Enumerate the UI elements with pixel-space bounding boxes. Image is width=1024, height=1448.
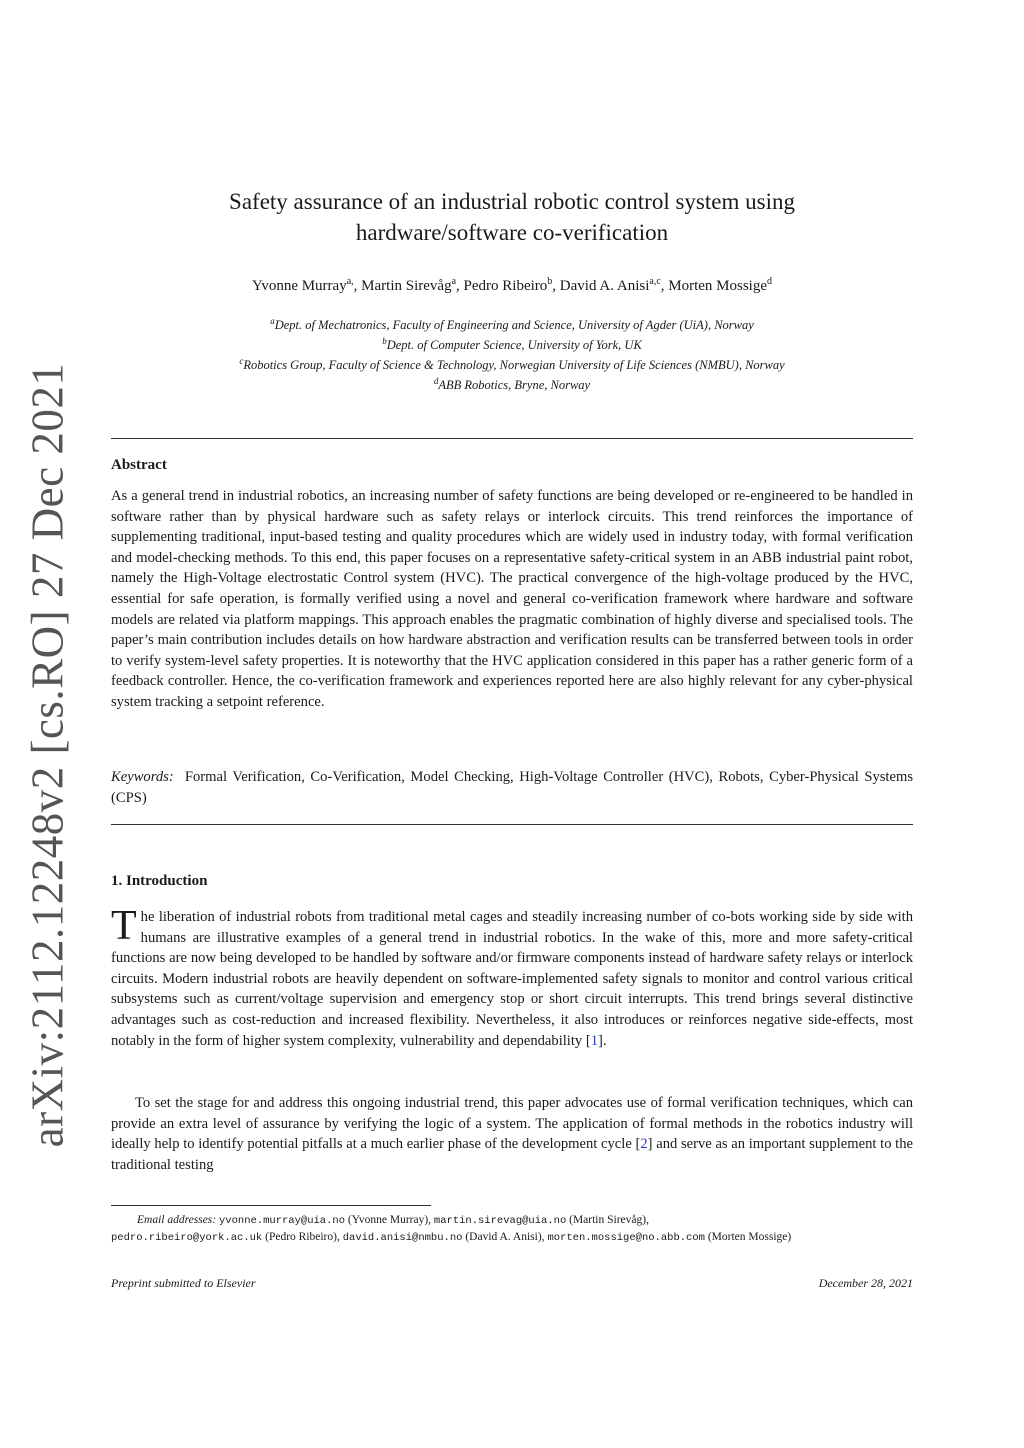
email-link[interactable]: david.anisi@nmbu.no (342, 1232, 463, 1244)
affiliation: $^b$Dept. of Computer Science, University of York, UK (382, 336, 642, 353)
author-list (111, 276, 913, 295)
preprint-date: December 28, 2021 (818, 1276, 913, 1290)
keywords (111, 767, 913, 808)
abstract-heading: Abstract (111, 457, 167, 473)
author: Morten Mossige$^d$ (668, 276, 773, 294)
affiliation-list (111, 313, 913, 394)
footnote-rule (111, 1205, 431, 1206)
abstract-body: As a general trend in industrial robotics, an increasing number of safety functions are being developed or re-engineered to be handled in software rather than by physical hardware such as safety relays or interlock circuits. This trend reinforces the importance of supplementing traditional, input-based testing and quality procedures which are widely used in industry today, with formal verification and model-checking methods. To this end, this paper focuses on a representative safety-critical system in an ABB industrial paint robot, namely the High-Voltage electrostatic Control system (HVC). The practical convergence of the high-voltage produced by the HVC, essential for safe operation, is formally verified using a novel and general co-verification framework where hardware and software models are related via platform mappings. This approach enables the pragmatic combination of highly diverse and specialised tools. The paper’s main contribution includes details on how hardware abstraction and verification results can be transferred between tools in order to verify system-level safety properties. It is noteworthy that the HVC application considered in this paper has a rather generic form of a feedback controller. Hence, the co-verification framework and experiences reported here are also highly relevant for any cyber-physical system tracking a setpoint reference. (111, 488, 913, 710)
drop-cap: T (111, 903, 137, 949)
intro-paragraph-2: To set the stage for and address this ongoing industrial trend, this paper advocates use of formal verification techniques, which can provide an extra level of assurance by verifying the logic of a system. The application of formal methods in the robotics industry will ideally help to identify potential pitfalls at a much earlier phase of the development cycle [2] and serve as an important supplement to the traditional testing (111, 1095, 914, 1173)
arxiv-identifier-stamp (19, 362, 75, 1148)
email-link[interactable]: pedro.ribeiro@york.ac.uk (111, 1232, 263, 1244)
author: Martin Sirevåg$^a$, (361, 276, 464, 294)
citation-link[interactable]: 2 (640, 1136, 648, 1153)
abstract-top-rule (111, 438, 913, 439)
affiliation: $^a$Dept. of Mechatronics, Faculty of Engineering and Science, University of Agder (UiA), Norway (270, 316, 754, 333)
citation-link[interactable]: 1 (590, 1032, 599, 1049)
paper-title (111, 186, 913, 248)
preprint-venue: Preprint submitted to Elsevier (111, 1276, 256, 1290)
title-line-2: hardware/software co-verification (355, 220, 669, 245)
keywords-label: Keywords: (111, 769, 174, 785)
email-link[interactable]: martin.sirevag@uia.no (433, 1215, 567, 1227)
author: David A. Anisi$^{a,c}$, (559, 276, 669, 294)
email-link[interactable]: yvonne.murray@uia.no (218, 1215, 346, 1227)
abstract-bottom-rule (111, 824, 913, 825)
email-link[interactable]: morten.mossige@no.abb.com (547, 1232, 705, 1244)
author: Yvonne Murray$^{a,}$, (251, 276, 362, 294)
intro-paragraph-1: The liberation of industrial robots from traditional metal cages and steadily increasing number of co-bots working side by side with humans are illustrative examples of a general trend in industrial robotics. In the wake of this, more and more safety-critical functions are now being developed to be handled by software and/or firmware components instead of hardware safety relays or interlock circuits. Modern industrial robots are heavily dependent on software-implemented safety signals to monitor and control various critical subsystems such as current/voltage supervision and emergency stop or short circuit interrupts. This trend brings several distinctive advantages such as cost-reduction and increased flexibility. Nevertheless, it also introduces or reinforces negative side-effects, most notably in the form of higher system complexity, vulnerability and dependability [1]. (111, 903, 913, 1049)
title-line-1: Safety assurance of an industrial robotic control system using (229, 189, 795, 214)
preprint-line (111, 1276, 913, 1291)
keywords-text: Formal Verification, Co-Verification, Model Checking, High-Voltage Controller (HVC), Robots, Cyber-Physical Systems (CPS) (111, 769, 913, 806)
affiliation: $^d$ABB Robotics, Bryne, Norway (433, 376, 591, 393)
section-heading: 1. Introduction (111, 873, 208, 889)
email-footnote: Email addresses: yvonne.murray@uia.no (Yvonne Murray), martin.sirevag@uia.no (Martin Sirevåg), pedro.ribeiro@york.ac.uk (Pedro Ribeiro), david.anisi@nmbu.no (David A. Anisi), morten.mossige@no.abb.com (Morten Mossige) (111, 1214, 792, 1244)
affiliation: $^c$Robotics Group, Faculty of Science & Technology, Norwegian University of Life Sciences (NMBU), Norway (239, 356, 785, 373)
arxiv-stamp-text: arXiv:2112.12248v2 [cs.RO] 27 Dec 2021 (22, 362, 73, 1148)
footnote-label: Email addresses: (137, 1214, 217, 1226)
author: Pedro Ribeiro$^b$, (463, 276, 560, 294)
